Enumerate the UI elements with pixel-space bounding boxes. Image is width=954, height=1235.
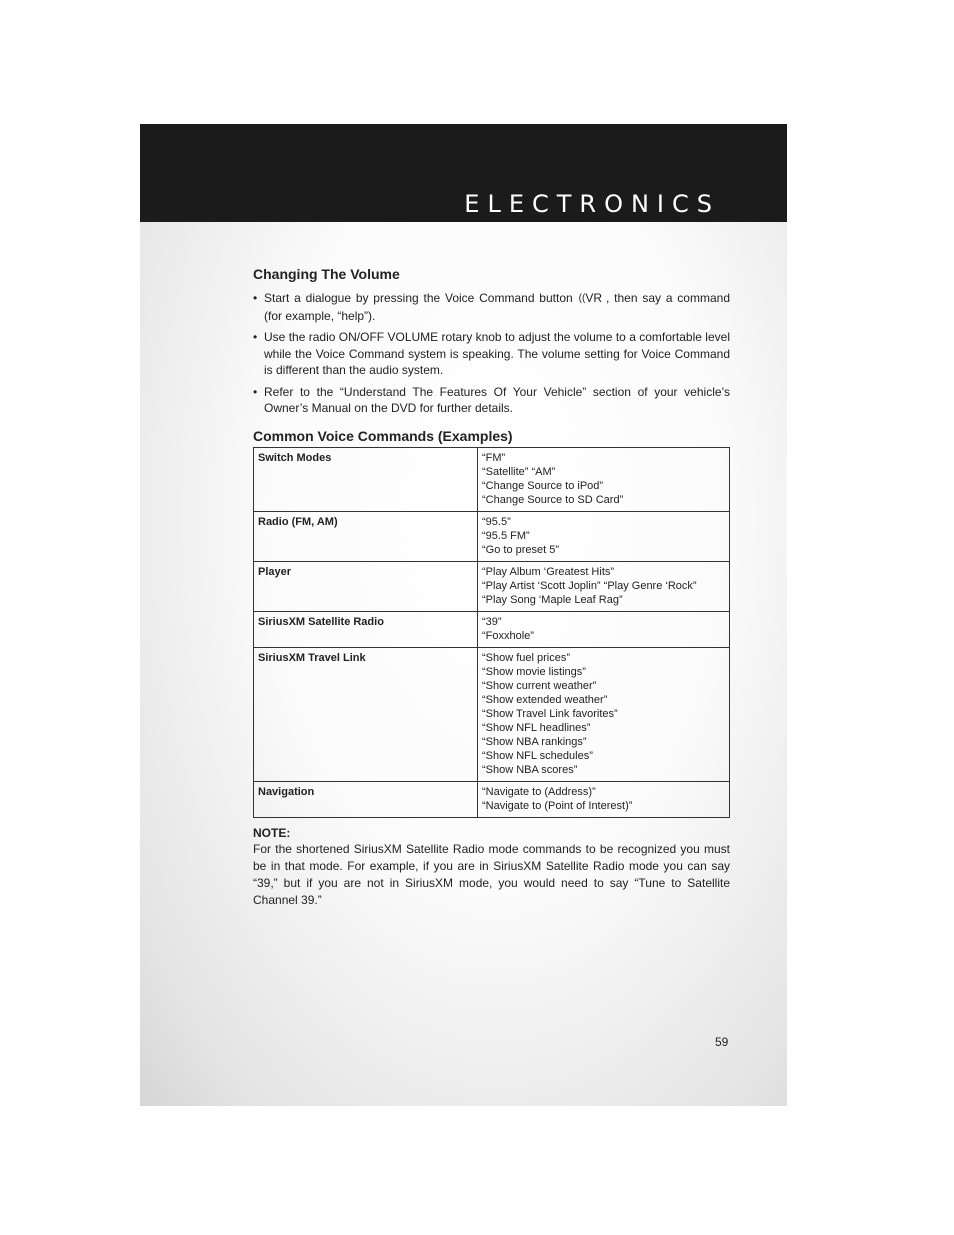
command-example: “Change Source to iPod” xyxy=(482,479,604,492)
commands-heading: Common Voice Commands (Examples) xyxy=(253,427,513,444)
command-example: “FM” xyxy=(482,451,506,464)
command-examples xyxy=(478,447,730,511)
command-examples xyxy=(478,561,730,611)
command-example: “Navigate to (Address)” xyxy=(482,785,596,798)
voice-commands-table xyxy=(253,447,730,818)
bullet-1-text-end: , then say a command (for example, “help”). xyxy=(264,291,730,323)
command-example: “Show NBA scores” xyxy=(482,763,578,776)
command-example: “Show NBA rankings” xyxy=(482,735,587,748)
command-example: “Play Album ‘Greatest Hits” xyxy=(482,565,615,578)
bullet-1-text-start: Start a dialogue by pressing the Voice Command button xyxy=(264,291,573,305)
volume-bullet-1 xyxy=(253,290,730,324)
volume-bullet-2: • Use the radio ON/OFF VOLUME rotary knob to adjust the volume to a comfortable level while the Voice Command system is speaking. The volume setting for Voice Command is different than the audio system. xyxy=(253,329,730,379)
volume-bullet-3: • Refer to the “Understand The Features Of Your Vehicle” section of your vehicle’s Owner’s Manual on the DVD for further details. xyxy=(253,384,730,417)
command-examples xyxy=(478,511,730,561)
command-category: SiriusXM Satellite Radio xyxy=(254,611,478,647)
command-category: SiriusXM Travel Link xyxy=(254,647,478,781)
command-example: “Go to preset 5” xyxy=(482,543,560,556)
volume-bullet-list xyxy=(253,290,730,417)
command-example: “Show movie listings” xyxy=(482,665,586,678)
command-category: Switch Modes xyxy=(254,447,478,511)
command-example: “Foxxhole” xyxy=(482,629,534,642)
voice-command-icon: ((VR xyxy=(578,291,603,305)
command-example: “Satellite” “AM” xyxy=(482,465,556,478)
note-heading: NOTE: xyxy=(253,825,291,840)
volume-heading: Changing The Volume xyxy=(253,266,400,282)
page-content xyxy=(253,266,730,909)
command-example: “Show Travel Link favorites” xyxy=(482,707,618,720)
command-example: “95.5 FM” xyxy=(482,529,530,542)
table-row xyxy=(254,447,730,511)
table-row xyxy=(254,561,730,611)
command-example: “39” xyxy=(482,615,502,628)
command-category: Radio (FM, AM) xyxy=(254,511,478,561)
command-category: Navigation xyxy=(254,781,478,817)
command-example: “Show NFL headlines” xyxy=(482,721,591,734)
table-row xyxy=(254,647,730,781)
section-title: ELECTRONICS xyxy=(464,190,720,218)
command-example: “Show current weather” xyxy=(482,679,597,692)
command-examples xyxy=(478,781,730,817)
table-row xyxy=(254,511,730,561)
command-example: “Play Song ‘Maple Leaf Rag” xyxy=(482,593,623,606)
command-example: “Show extended weather” xyxy=(482,693,608,706)
command-example: “Show NFL schedules” xyxy=(482,749,593,762)
command-example: “Play Artist ‘Scott Joplin” “Play Genre ‘Rock” xyxy=(482,579,697,592)
table-row xyxy=(254,781,730,817)
command-example: “95.5” xyxy=(482,515,511,528)
note-body: For the shortened SiriusXM Satellite Radio mode commands to be recognized you must be in that mode. For example, if you are in SiriusXM Satellite Radio mode you can say “39,” but if you are not in SiriusXM mode, you would need to say “Tune to Satellite Channel 39.” xyxy=(253,841,730,907)
table-row xyxy=(254,611,730,647)
command-example: “Navigate to (Point of Interest)” xyxy=(482,799,633,812)
command-examples xyxy=(478,647,730,781)
command-example: “Change Source to SD Card” xyxy=(482,493,624,506)
command-example: “Show fuel prices” xyxy=(482,651,571,664)
vr-label: VR xyxy=(585,291,603,305)
command-examples xyxy=(478,611,730,647)
command-category: Player xyxy=(254,561,478,611)
page-number: 59 xyxy=(715,1035,729,1049)
